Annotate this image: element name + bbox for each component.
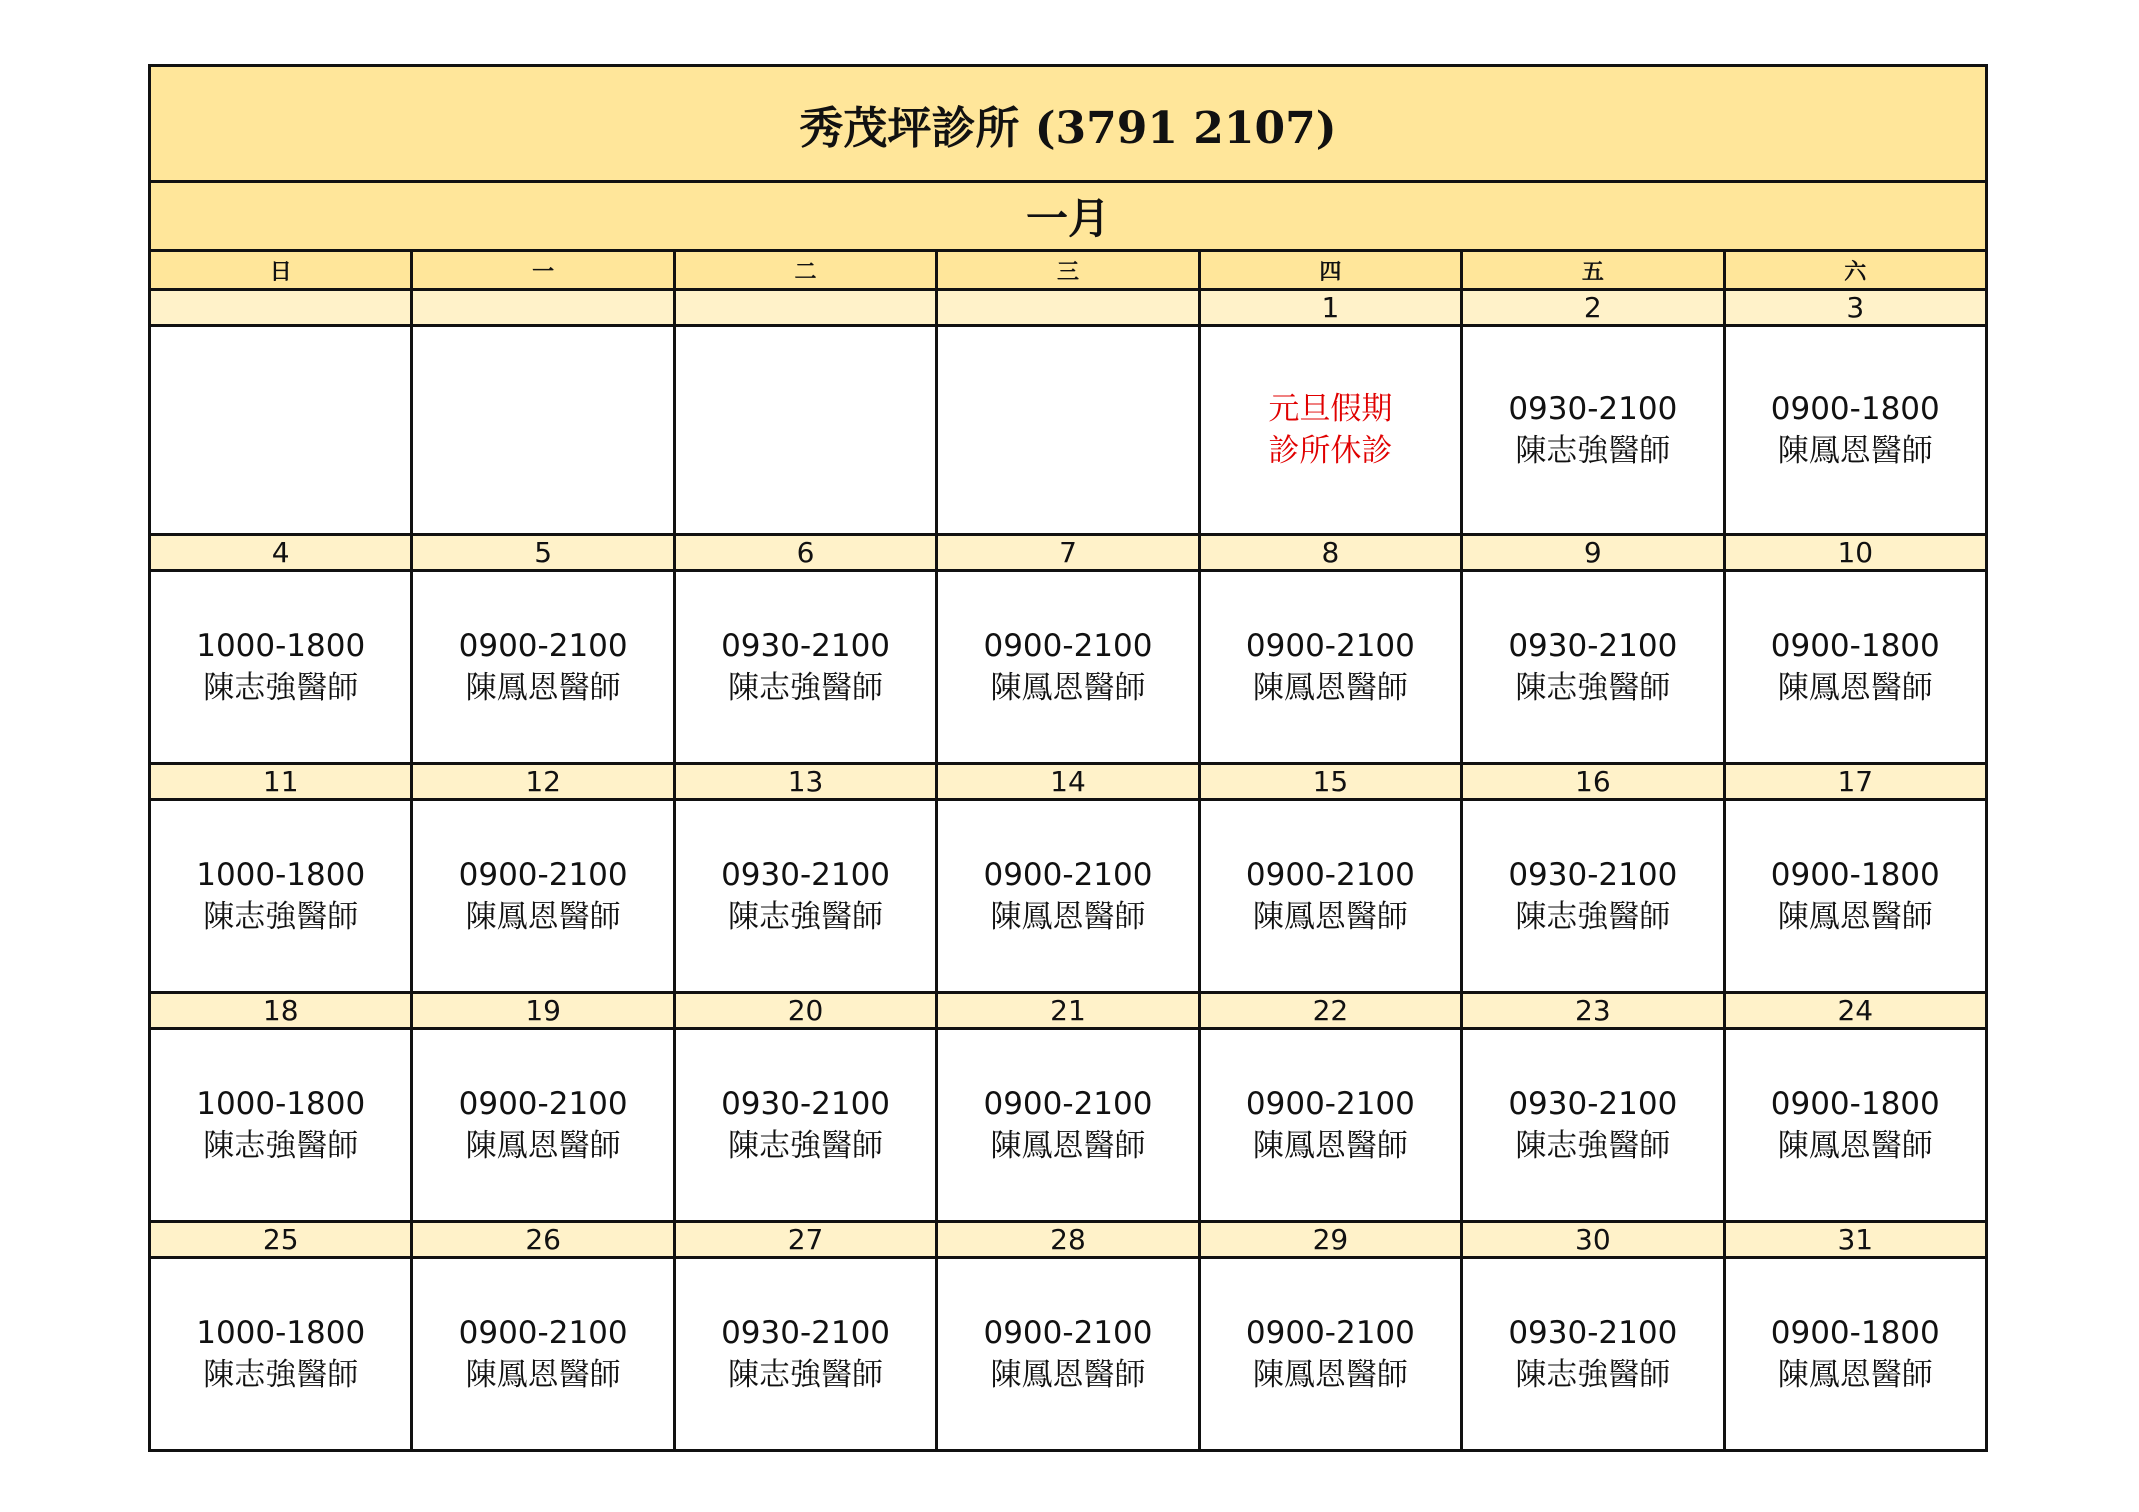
weekday-header: 六 — [1724, 251, 1986, 290]
weekday-header: 四 — [1199, 251, 1461, 290]
schedule-row — [150, 1258, 1987, 1451]
date-row — [150, 535, 1987, 571]
doctor-name: 陳鳳恩醫師 — [1252, 670, 1408, 706]
schedule-calendar — [148, 64, 1988, 1452]
doctor-name: 陳志強醫師 — [203, 899, 359, 935]
date-number: 23 — [1462, 993, 1724, 1029]
closure-note: 診所休診 — [1268, 433, 1393, 469]
day-cell — [412, 1029, 674, 1222]
day-cell — [412, 800, 674, 993]
day-cell — [412, 571, 674, 764]
day-cell — [1724, 571, 1986, 764]
doctor-name: 陳鳳恩醫師 — [1777, 433, 1933, 469]
date-number: 20 — [674, 993, 936, 1029]
doctor-name: 陳鳳恩醫師 — [1252, 899, 1408, 935]
day-cell — [1199, 800, 1461, 993]
closure-note: 元旦假期 — [1268, 391, 1393, 427]
weekday-header: 日 — [150, 251, 412, 290]
doctor-name: 陳志強醫師 — [1515, 1128, 1671, 1164]
weekday-header: 二 — [674, 251, 936, 290]
date-number: 25 — [150, 1222, 412, 1258]
day-cell — [1462, 800, 1724, 993]
date-number: 18 — [150, 993, 412, 1029]
opening-hours: 0900-1800 — [1770, 628, 1940, 664]
day-cell — [937, 1258, 1199, 1451]
date-number: 22 — [1199, 993, 1461, 1029]
day-cell — [1199, 1258, 1461, 1451]
opening-hours: 0900-2100 — [1245, 1086, 1415, 1122]
doctor-name: 陳鳳恩醫師 — [990, 899, 1146, 935]
opening-hours: 0900-2100 — [458, 628, 628, 664]
day-cell — [1199, 571, 1461, 764]
date-number — [412, 290, 674, 326]
date-number: 11 — [150, 764, 412, 800]
doctor-name: 陳志強醫師 — [1515, 433, 1671, 469]
opening-hours: 0930-2100 — [1508, 628, 1678, 664]
date-number: 4 — [150, 535, 412, 571]
doctor-name: 陳志強醫師 — [728, 670, 884, 706]
doctor-name: 陳鳳恩醫師 — [1252, 1128, 1408, 1164]
doctor-name: 陳志強醫師 — [728, 1357, 884, 1393]
opening-hours: 0900-1800 — [1770, 857, 1940, 893]
day-cell — [674, 571, 936, 764]
day-cell — [937, 571, 1199, 764]
date-number: 21 — [937, 993, 1199, 1029]
opening-hours: 0900-2100 — [458, 857, 628, 893]
date-number — [150, 290, 412, 326]
opening-hours: 0900-2100 — [1245, 628, 1415, 664]
date-row — [150, 764, 1987, 800]
doctor-name: 陳志強醫師 — [728, 899, 884, 935]
date-number: 3 — [1724, 290, 1986, 326]
doctor-name: 陳鳳恩醫師 — [1777, 1357, 1933, 1393]
opening-hours: 0900-2100 — [983, 628, 1153, 664]
weekday-header-row — [150, 251, 1987, 290]
schedule-row — [150, 571, 1987, 764]
date-number — [937, 290, 1199, 326]
date-row — [150, 993, 1987, 1029]
date-number: 7 — [937, 535, 1199, 571]
day-cell — [1724, 326, 1986, 535]
opening-hours: 0900-2100 — [458, 1086, 628, 1122]
date-number: 28 — [937, 1222, 1199, 1258]
date-number: 24 — [1724, 993, 1986, 1029]
day-cell — [1462, 1258, 1724, 1451]
doctor-name: 陳鳳恩醫師 — [990, 1357, 1146, 1393]
month-title: 一月 — [150, 182, 1987, 251]
opening-hours: 0930-2100 — [1508, 857, 1678, 893]
date-number: 27 — [674, 1222, 936, 1258]
opening-hours: 0900-2100 — [1245, 1315, 1415, 1351]
date-number: 2 — [1462, 290, 1724, 326]
date-number: 26 — [412, 1222, 674, 1258]
opening-hours: 0900-1800 — [1770, 1086, 1940, 1122]
doctor-name: 陳鳳恩醫師 — [990, 670, 1146, 706]
doctor-name: 陳志強醫師 — [203, 1357, 359, 1393]
date-number: 5 — [412, 535, 674, 571]
doctor-name: 陳鳳恩醫師 — [1252, 1357, 1408, 1393]
day-cell — [1724, 800, 1986, 993]
doctor-name: 陳鳳恩醫師 — [1777, 670, 1933, 706]
date-number: 31 — [1724, 1222, 1986, 1258]
opening-hours: 0930-2100 — [721, 628, 891, 664]
empty-day-cell — [150, 326, 412, 535]
day-cell — [150, 571, 412, 764]
clinic-title: 秀茂坪診所 (3791 2107) — [150, 66, 1987, 182]
opening-hours: 1000-1800 — [196, 857, 366, 893]
date-number: 14 — [937, 764, 1199, 800]
date-number: 17 — [1724, 764, 1986, 800]
day-cell — [1724, 1029, 1986, 1222]
date-number: 9 — [1462, 535, 1724, 571]
doctor-name: 陳鳳恩醫師 — [465, 670, 621, 706]
date-number: 29 — [1199, 1222, 1461, 1258]
doctor-name: 陳志強醫師 — [203, 670, 359, 706]
day-cell — [674, 1029, 936, 1222]
opening-hours: 1000-1800 — [196, 628, 366, 664]
opening-hours: 0930-2100 — [721, 1315, 891, 1351]
doctor-name: 陳志強醫師 — [728, 1128, 884, 1164]
weekday-header: 五 — [1462, 251, 1724, 290]
weekday-header: 三 — [937, 251, 1199, 290]
opening-hours: 0900-1800 — [1770, 391, 1940, 427]
date-number — [674, 290, 936, 326]
schedule-row — [150, 800, 1987, 993]
date-number: 16 — [1462, 764, 1724, 800]
date-number: 12 — [412, 764, 674, 800]
date-number: 6 — [674, 535, 936, 571]
opening-hours: 0930-2100 — [721, 1086, 891, 1122]
weekday-header: 一 — [412, 251, 674, 290]
opening-hours: 0900-2100 — [458, 1315, 628, 1351]
date-number: 10 — [1724, 535, 1986, 571]
schedule-row — [150, 1029, 1987, 1222]
empty-day-cell — [674, 326, 936, 535]
doctor-name: 陳鳳恩醫師 — [990, 1128, 1146, 1164]
doctor-name: 陳志強醫師 — [203, 1128, 359, 1164]
date-number: 15 — [1199, 764, 1461, 800]
opening-hours: 0930-2100 — [1508, 1315, 1678, 1351]
doctor-name: 陳鳳恩醫師 — [1777, 899, 1933, 935]
day-cell — [1724, 1258, 1986, 1451]
doctor-name: 陳鳳恩醫師 — [1777, 1128, 1933, 1164]
date-row — [150, 290, 1987, 326]
day-cell — [674, 1258, 936, 1451]
day-cell — [1199, 1029, 1461, 1222]
day-cell — [674, 800, 936, 993]
date-number: 1 — [1199, 290, 1461, 326]
day-cell — [937, 800, 1199, 993]
day-cell — [150, 1029, 412, 1222]
date-row — [150, 1222, 1987, 1258]
day-cell — [150, 800, 412, 993]
empty-day-cell — [937, 326, 1199, 535]
schedule-row — [150, 326, 1987, 535]
day-cell — [412, 1258, 674, 1451]
day-cell — [1462, 326, 1724, 535]
opening-hours: 0900-2100 — [1245, 857, 1415, 893]
date-number: 8 — [1199, 535, 1461, 571]
opening-hours: 0900-2100 — [983, 857, 1153, 893]
opening-hours: 0900-2100 — [983, 1086, 1153, 1122]
day-cell — [1462, 571, 1724, 764]
doctor-name: 陳鳳恩醫師 — [465, 1128, 621, 1164]
opening-hours: 0930-2100 — [721, 857, 891, 893]
opening-hours: 0930-2100 — [1508, 391, 1678, 427]
day-cell — [937, 1029, 1199, 1222]
opening-hours: 1000-1800 — [196, 1086, 366, 1122]
day-cell — [150, 1258, 412, 1451]
date-number: 19 — [412, 993, 674, 1029]
opening-hours: 1000-1800 — [196, 1315, 366, 1351]
doctor-name: 陳鳳恩醫師 — [465, 1357, 621, 1393]
opening-hours: 0900-2100 — [983, 1315, 1153, 1351]
doctor-name: 陳志強醫師 — [1515, 1357, 1671, 1393]
date-number: 13 — [674, 764, 936, 800]
date-number: 30 — [1462, 1222, 1724, 1258]
empty-day-cell — [412, 326, 674, 535]
doctor-name: 陳志強醫師 — [1515, 670, 1671, 706]
opening-hours: 0900-1800 — [1770, 1315, 1940, 1351]
opening-hours: 0930-2100 — [1508, 1086, 1678, 1122]
doctor-name: 陳鳳恩醫師 — [465, 899, 621, 935]
day-cell — [1462, 1029, 1724, 1222]
day-cell — [1199, 326, 1461, 535]
doctor-name: 陳志強醫師 — [1515, 899, 1671, 935]
